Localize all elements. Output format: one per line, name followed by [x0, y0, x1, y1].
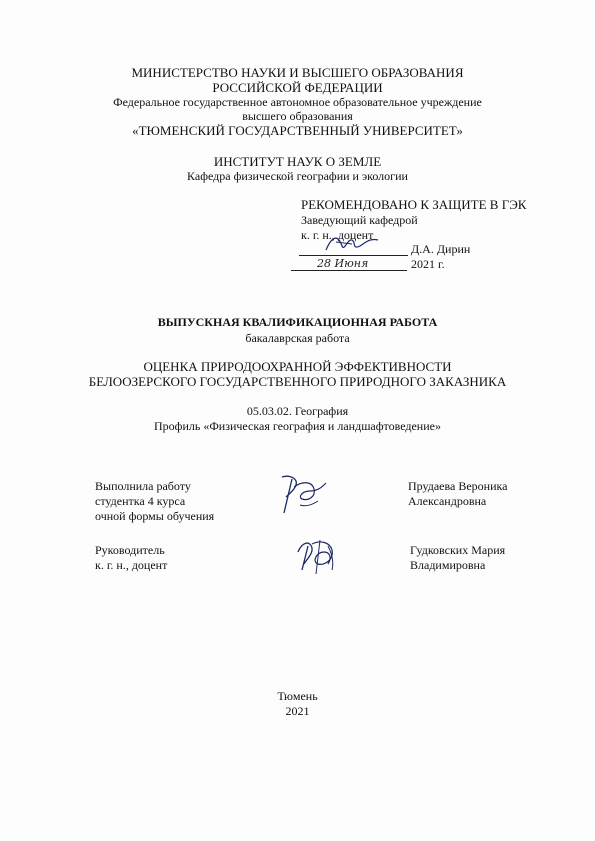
- author-label-line1: Выполнила работу: [95, 479, 191, 493]
- author-label-line2: студентка 4 курса: [95, 494, 186, 508]
- approval-degree: к. г. н., доцент: [301, 228, 374, 242]
- ministry-line1: МИНИСТЕРСТВО НАУКИ И ВЫСШЕГО ОБРАЗОВАНИЯ: [131, 65, 464, 80]
- supervisor-name-line1: Гудковских Мария: [410, 543, 506, 557]
- footer-year: 2021: [285, 704, 310, 718]
- work-type: ВЫПУСКНАЯ КВАЛИФИКАЦИОННАЯ РАБОТА: [157, 315, 438, 329]
- work-profile: Профиль «Физическая география и ландшафтоведение»: [154, 419, 441, 433]
- approval-signature-icon: [322, 228, 382, 258]
- supervisor-label-line1: Руководитель: [95, 543, 165, 557]
- work-title-line2: БЕЛООЗЕРСКОГО ГОСУДАРСТВЕННОГО ПРИРОДНОГО ЗАКАЗНИКА: [88, 374, 507, 389]
- approval-date-handwritten: 28 Июня: [317, 257, 369, 270]
- supervisor-name-line2: Владимировна: [410, 558, 486, 572]
- institution-line1: Федеральное государственное автономное образовательное учреждение: [113, 95, 482, 109]
- approval-name: Д.А. Дирин: [411, 242, 471, 256]
- approval-title: РЕКОМЕНДОВАНО К ЗАЩИТЕ В ГЭК: [301, 197, 527, 212]
- institute-name: ИНСТИТУТ НАУК О ЗЕМЛЕ: [213, 154, 382, 169]
- supervisor-signature-icon: [288, 530, 348, 580]
- work-code: 05.03.02. География: [246, 404, 349, 418]
- footer-city: Тюмень: [277, 689, 318, 703]
- approval-role: Заведующий кафедрой: [301, 213, 418, 227]
- work-subtype: бакалаврская работа: [245, 331, 350, 345]
- author-name-line2: Александровна: [408, 494, 487, 508]
- ministry-line2: РОССИЙСКОЙ ФЕДЕРАЦИИ: [212, 80, 383, 95]
- supervisor-label-line2: к. г. н., доцент: [95, 558, 168, 572]
- department-name: Кафедра физической географии и экологии: [187, 169, 408, 183]
- author-signature-icon: [272, 467, 332, 517]
- author-label-line3: очной формы обучения: [95, 509, 215, 523]
- approval-year: 2021 г.: [411, 257, 445, 271]
- work-title-line1: ОЦЕНКА ПРИРОДООХРАННОЙ ЭФФЕКТИВНОСТИ: [143, 359, 452, 374]
- author-name-line1: Прудаева Вероника: [408, 479, 508, 493]
- institution-line2: высшего образования: [242, 109, 353, 123]
- university-name: «ТЮМЕНСКИЙ ГОСУДАРСТВЕННЫЙ УНИВЕРСИТЕТ»: [132, 123, 463, 138]
